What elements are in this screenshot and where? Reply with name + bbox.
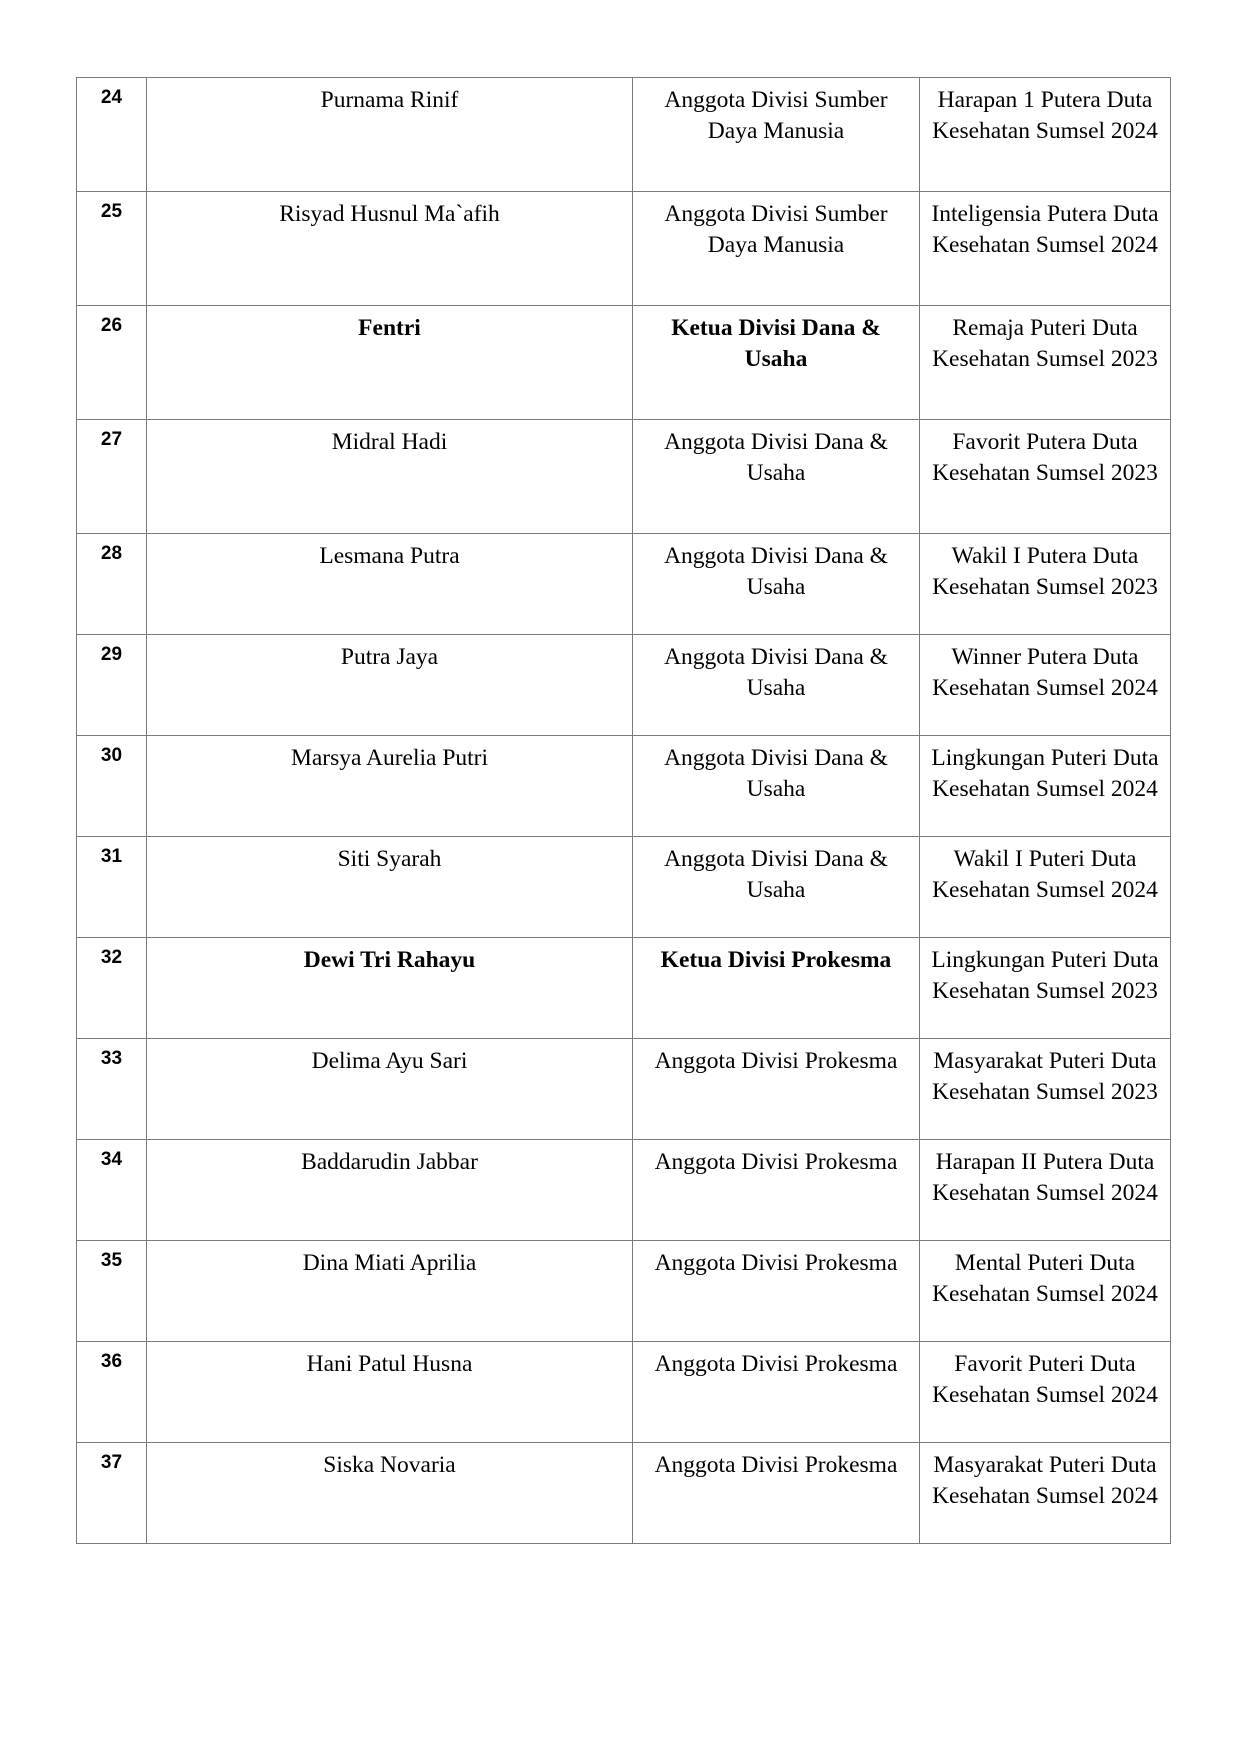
- member-award: Masyarakat Puteri Duta Kesehatan Sumsel 2024: [920, 1443, 1171, 1544]
- member-award: Favorit Putera Duta Kesehatan Sumsel 2023: [920, 420, 1171, 534]
- table-row: [77, 1039, 1171, 1140]
- row-number: 36: [77, 1342, 147, 1443]
- member-award: Wakil I Puteri Duta Kesehatan Sumsel 2024: [920, 837, 1171, 938]
- member-position: Anggota Divisi Dana & Usaha: [633, 736, 920, 837]
- row-number: 26: [77, 306, 147, 420]
- member-position: Anggota Divisi Prokesma: [633, 1241, 920, 1342]
- row-number: 28: [77, 534, 147, 635]
- member-position: Anggota Divisi Sumber Daya Manusia: [633, 78, 920, 192]
- member-name: Dewi Tri Rahayu: [147, 938, 633, 1039]
- member-award: Masyarakat Puteri Duta Kesehatan Sumsel 2023: [920, 1039, 1171, 1140]
- member-name: Lesmana Putra: [147, 534, 633, 635]
- row-number: 34: [77, 1140, 147, 1241]
- row-number: 33: [77, 1039, 147, 1140]
- member-award: Wakil I Putera Duta Kesehatan Sumsel 2023: [920, 534, 1171, 635]
- row-number: 24: [77, 78, 147, 192]
- member-award: Harapan 1 Putera Duta Kesehatan Sumsel 2024: [920, 78, 1171, 192]
- member-position: Anggota Divisi Prokesma: [633, 1342, 920, 1443]
- row-number: 31: [77, 837, 147, 938]
- row-number: 32: [77, 938, 147, 1039]
- member-name: Marsya Aurelia Putri: [147, 736, 633, 837]
- row-number: 30: [77, 736, 147, 837]
- table-row: [77, 534, 1171, 635]
- member-position: Anggota Divisi Dana & Usaha: [633, 534, 920, 635]
- member-name: Siska Novaria: [147, 1443, 633, 1544]
- member-award: Favorit Puteri Duta Kesehatan Sumsel 2024: [920, 1342, 1171, 1443]
- member-position: Anggota Divisi Dana & Usaha: [633, 420, 920, 534]
- member-position: Anggota Divisi Prokesma: [633, 1039, 920, 1140]
- table-row: [77, 1241, 1171, 1342]
- member-award: Lingkungan Puteri Duta Kesehatan Sumsel 2023: [920, 938, 1171, 1039]
- member-award: Remaja Puteri Duta Kesehatan Sumsel 2023: [920, 306, 1171, 420]
- member-position: Anggota Divisi Prokesma: [633, 1443, 920, 1544]
- table-row: [77, 1342, 1171, 1443]
- member-name: Siti Syarah: [147, 837, 633, 938]
- table-row: [77, 78, 1171, 192]
- member-name: Purnama Rinif: [147, 78, 633, 192]
- member-name: Fentri: [147, 306, 633, 420]
- member-name: Midral Hadi: [147, 420, 633, 534]
- member-table-body: [77, 78, 1171, 1544]
- table-row: [77, 736, 1171, 837]
- member-award: Inteligensia Putera Duta Kesehatan Sumsel 2024: [920, 192, 1171, 306]
- member-position: Anggota Divisi Dana & Usaha: [633, 635, 920, 736]
- table-row: [77, 192, 1171, 306]
- member-award: Winner Putera Duta Kesehatan Sumsel 2024: [920, 635, 1171, 736]
- member-name: Delima Ayu Sari: [147, 1039, 633, 1140]
- row-number: 25: [77, 192, 147, 306]
- member-table: [76, 77, 1171, 1544]
- row-number: 29: [77, 635, 147, 736]
- table-row: [77, 635, 1171, 736]
- row-number: 37: [77, 1443, 147, 1544]
- member-award: Lingkungan Puteri Duta Kesehatan Sumsel 2024: [920, 736, 1171, 837]
- member-position: Anggota Divisi Sumber Daya Manusia: [633, 192, 920, 306]
- member-position: Ketua Divisi Dana & Usaha: [633, 306, 920, 420]
- member-position: Ketua Divisi Prokesma: [633, 938, 920, 1039]
- member-award: Mental Puteri Duta Kesehatan Sumsel 2024: [920, 1241, 1171, 1342]
- table-row: [77, 1443, 1171, 1544]
- member-award: Harapan II Putera Duta Kesehatan Sumsel 2024: [920, 1140, 1171, 1241]
- table-row: [77, 306, 1171, 420]
- row-number: 27: [77, 420, 147, 534]
- row-number: 35: [77, 1241, 147, 1342]
- table-row: [77, 837, 1171, 938]
- member-name: Baddarudin Jabbar: [147, 1140, 633, 1241]
- table-row: [77, 420, 1171, 534]
- member-position: Anggota Divisi Dana & Usaha: [633, 837, 920, 938]
- member-name: Risyad Husnul Ma`afih: [147, 192, 633, 306]
- member-name: Putra Jaya: [147, 635, 633, 736]
- table-row: [77, 938, 1171, 1039]
- member-position: Anggota Divisi Prokesma: [633, 1140, 920, 1241]
- member-name: Dina Miati Aprilia: [147, 1241, 633, 1342]
- member-name: Hani Patul Husna: [147, 1342, 633, 1443]
- table-row: [77, 1140, 1171, 1241]
